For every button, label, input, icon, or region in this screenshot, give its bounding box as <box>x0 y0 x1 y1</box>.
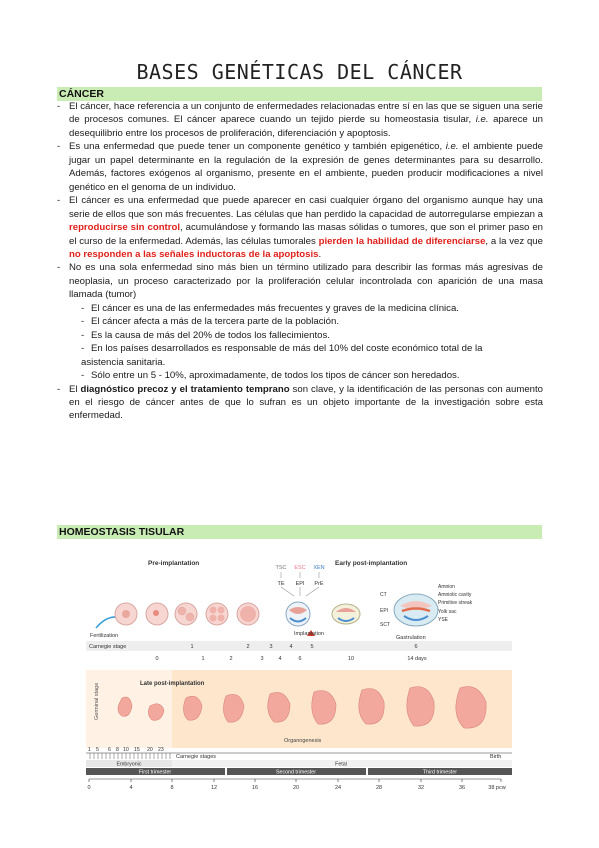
p5-text-a: El <box>69 383 81 395</box>
p2-text-b: el ambiente puede jugar un papel determinante en la regulación de la expresión de genes determinantes para su desarrollo. Además, factores exógenos al organismo, presente en el ambiente, pueden producir modificaciones a nivel genético en el genoma de un individuo. <box>69 141 543 193</box>
third-trimester-label: Third trimester <box>422 769 458 776</box>
label-epi: EPI <box>380 608 389 614</box>
lineage-pre: PrE <box>314 581 324 587</box>
carnegie-3: 3 <box>269 644 273 650</box>
p5-bold: diagnóstico precoz y el tratamiento temprano <box>80 383 290 395</box>
label-amniotic-cavity: Amniotic cavity <box>438 592 472 598</box>
p3-highlight-1: reproducirse sin control <box>69 222 181 234</box>
week-8: 8 <box>170 785 174 791</box>
stage-tick-5: 5 <box>96 747 99 753</box>
stage-tick-20: 20 <box>147 747 153 753</box>
p5-text-b: son clave, y la identificación de las personas con aumento en el riesgo de cáncer antes de que lo sufran es un objeto importante de la investigación sobre esta enfermedad. <box>69 383 543 422</box>
week-28: 28 <box>375 785 383 791</box>
label-ct: CT <box>380 592 387 598</box>
list-item: - Es una enfermedad que puede tener un componente genético y también epigenético, i.e. el ambiente puede jugar un papel determinante en la regulación de la expresión de genes determinantes para su desarrollo. Además, factores exógenos al organismo, presente en el ambiente, pueden producir modificaciones a nivel genético en el genoma de un individuo. <box>57 141 543 193</box>
carnegie-stages-label: Carnegie stages <box>176 754 217 760</box>
germinal-stage-label: Germinal stage <box>94 682 100 720</box>
list-item: - El cáncer es una enfermedad que puede aparecer en casi cualquier órgano del organismo aunque hay una serie de ellos que son más frecuentes. Las células que han perdido la capacidad de autorregularse empiezan a reproducirse sin control, acumulándose y formando las masas sólidas o tumores, que son el primer paso en el curso de la enfermedad. Además, las células tumorales pierden la habilidad de diferenciarse, a la vez que no responden a las señales inductoras de la apoptosis. <box>57 195 543 260</box>
embryo-timeline-diagram <box>86 548 512 793</box>
birth-label: Birth <box>490 754 502 760</box>
cancer-body <box>57 100 543 423</box>
p3-text-c: , a la vez que <box>485 235 543 247</box>
carnegie-1: 1 <box>190 644 194 650</box>
sub-list-item: - Sólo entre un 5 - 10%, aproximadamente, de todos los tipos de cáncer son heredados. <box>81 370 460 382</box>
p4-text: No es una sola enfermedad sino más bien un término utilizado para describir las formas más agresivas de neoplasia, un proceso caracterizado por la proliferación celular incontrolada con aparición de una masa llamada (tumor) <box>69 262 543 301</box>
sub-item-text: El cáncer afecta a más de la tercera parte de la población. <box>91 316 339 328</box>
label-amnion: Amnion <box>438 584 455 590</box>
carnegie-5: 5 <box>310 644 314 650</box>
late-post-implantation-label: Late post-implantation <box>140 681 205 687</box>
sub-list-item: - El cáncer afecta a más de la tercera parte de la población. <box>81 316 339 328</box>
list-item: - El cáncer, hace referencia a un conjunto de enfermedades relacionadas entre sí en las que se siguen una serie de procesos comunes. El cáncer aparece cuando un tejido pierde su homeostasia tisular, i.e. aparece un desequilibrio entre los procesos de proliferación, diferenciación y apoptosis. <box>57 101 544 139</box>
week-12: 12 <box>210 785 218 791</box>
week-16: 16 <box>251 785 259 791</box>
first-trimester-label: First trimester <box>138 769 172 776</box>
label-sct: SCT <box>380 622 390 628</box>
stage-tick-23: 23 <box>158 747 164 753</box>
week-20: 20 <box>292 785 300 791</box>
stage-tick-10: 10 <box>123 747 129 753</box>
section-heading-homeostasis: HOMEOSTASIS TISULAR <box>57 525 542 539</box>
carnegie-stage-label: Carnegie stage <box>89 644 127 650</box>
list-item: - El diagnóstico precoz y el tratamiento temprano son clave, y la identificación de las personas con aumento en el riesgo de cáncer antes de que lo sufran es un objeto importante de la investigación sobre esta enfermedad. <box>57 383 543 422</box>
sub-item-text: Es la causa de más del 20% de todos los fallecimientos. <box>91 329 330 341</box>
lineage-xen: XEN <box>313 565 325 571</box>
carnegie-2: 2 <box>246 644 250 650</box>
gastrulation-label: Gastrulation <box>396 635 426 641</box>
sub-list-item: - Es la causa de más del 20% de todos los fallecimientos. <box>81 329 330 341</box>
lineage-te: TE <box>277 581 285 587</box>
early-post-implantation-label: Early post-implantation <box>335 560 408 567</box>
embryonic-label: Embryonic <box>116 761 142 768</box>
day-6: 6 <box>298 656 302 662</box>
p2-text-a: Es una enfermedad que puede tener un componente genético y también epigenético, <box>69 141 446 153</box>
second-trimester-label: Second trimester <box>275 769 317 776</box>
fetal-label: Fetal <box>335 761 347 768</box>
stage-tick-1: 1 <box>88 747 91 753</box>
carnegie-6: 6 <box>414 644 418 650</box>
embryo-development-figure <box>86 548 512 793</box>
week-36: 36 <box>458 785 466 791</box>
week-32: 32 <box>417 785 425 791</box>
day-14: 14 days <box>407 656 427 662</box>
label-yolk-sac: Yolk sac <box>438 609 457 615</box>
list-item: - No es una sola enfermedad sino más bien un término utilizado para describir las formas más agresivas de neoplasia, un proceso caracterizado por la proliferación celular incontrolada con aparición de una masa llamada (tumor) <box>57 262 543 301</box>
day-2: 2 <box>229 656 233 662</box>
p3-text-d: . <box>318 248 322 260</box>
p1-text-a: El cáncer, hace referencia a un conjunto de enfermedades relacionadas entre sí en las que se siguen una serie de procesos comunes. El cáncer aparece cuando un tejido pierde su homeostasia tisular, <box>69 101 543 126</box>
stage-tick-15: 15 <box>134 747 140 753</box>
organogenesis-label: Organogenesis <box>284 738 322 744</box>
p3-highlight-3: no responden a las señales inductoras de la apoptosis <box>69 248 319 260</box>
p2-ie: i.e. <box>445 141 459 153</box>
p1-ie: i.e. <box>475 114 489 126</box>
stage-tick-6: 6 <box>108 747 111 753</box>
sub-item-text: Sólo entre un 5 - 10%, aproximadamente, de todos los tipos de cáncer son heredados. <box>91 370 460 382</box>
day-10: 10 <box>347 656 355 662</box>
sub-item-text: El cáncer es una de las enfermedades más frecuentes y graves de la medicina clínica. <box>91 302 459 314</box>
day-3: 3 <box>260 656 264 662</box>
day-0: 0 <box>155 656 159 662</box>
section-heading-cancer: CÁNCER <box>57 87 542 101</box>
implantation-label: Implantation <box>294 631 324 637</box>
week-24: 24 <box>334 785 342 791</box>
stage-tick-8: 8 <box>116 747 119 753</box>
pre-implantation-label: Pre-implantation <box>148 560 200 567</box>
lineage-tsc: TSC <box>275 565 287 571</box>
sub-list-item: - En los países desarrollados es responsable de más del 10% del coste económico total de la <box>81 343 483 355</box>
label-primitive-streak: Primitive streak <box>438 600 473 606</box>
sub-item-text: En los países desarrollados es responsable de más del 10% del coste económico total de la <box>91 343 483 355</box>
p3-text-b: , acumulándose y formando las masas sólidas o tumores, que son el primer paso en el curso de la enfermedad. Además, las células tumorales <box>69 222 543 247</box>
day-1: 1 <box>201 656 205 662</box>
lineage-esc: ESC <box>294 565 306 571</box>
p1-text-b: aparece un desequilibrio entre los procesos de proliferación, diferenciación y apoptosis. <box>69 114 544 139</box>
carnegie-4: 4 <box>289 644 293 650</box>
week-0: 0 <box>87 785 91 791</box>
p3-highlight-2: pierden la habilidad de diferenciarse <box>318 235 486 247</box>
week-4: 4 <box>129 785 133 791</box>
fertilization-label: Fertilization <box>90 633 119 639</box>
label-yse: YSE <box>438 617 449 623</box>
sub-list-continuation: asistencia sanitaria. <box>81 356 166 368</box>
week-38: 38 pcw <box>488 785 506 791</box>
page-title: BASES GENÉTICAS DEL CÁNCER <box>136 60 463 84</box>
day-4: 4 <box>278 656 282 662</box>
p3-text-a: El cáncer es una enfermedad que puede aparecer en casi cualquier órgano del organismo aunque hay una serie de ellos que son más frecuentes. Las células que han perdido la capacidad de autorregularse empiezan a <box>69 195 543 220</box>
sub-list-item: - El cáncer es una de las enfermedades más frecuentes y graves de la medicina clínica. <box>81 302 459 314</box>
lineage-epi: EPI <box>295 581 305 587</box>
